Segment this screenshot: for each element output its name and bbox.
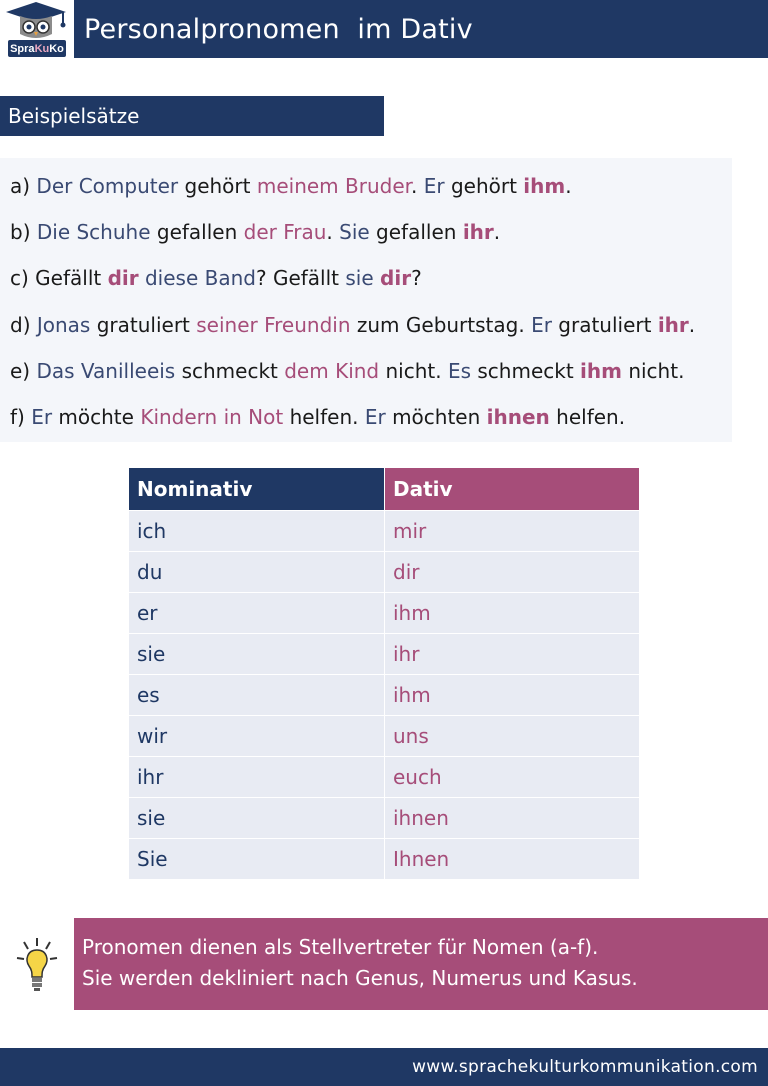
sentence-text: gefallen xyxy=(369,220,463,244)
dativ-cell: uns xyxy=(385,716,640,757)
footer-bar xyxy=(0,1048,768,1086)
sentence-text: . xyxy=(326,220,340,244)
sentence-text: e) xyxy=(10,359,37,383)
subject-phrase: Es xyxy=(447,359,472,383)
table-row xyxy=(129,593,640,634)
example-sentence-f xyxy=(10,405,625,429)
pronoun-dativ: ihnen xyxy=(486,405,550,429)
logo-text-ku: Ku xyxy=(34,42,50,55)
dative-object: meinem Bruder xyxy=(256,174,412,198)
pronoun-dativ: ihr xyxy=(657,313,689,337)
subject-phrase: Er xyxy=(31,405,53,429)
nominativ-cell: wir xyxy=(129,716,385,757)
sprakuko-logo xyxy=(0,0,72,60)
subject-phrase: Die Schuhe xyxy=(36,220,151,244)
sentence-text: helfen. xyxy=(549,405,626,429)
example-sentence-e xyxy=(10,359,684,383)
info-line-2: Sie werden dekliniert nach Genus, Numerus und Kasus. xyxy=(82,966,638,990)
subject-phrase: Jonas xyxy=(36,313,91,337)
info-box xyxy=(74,918,768,1010)
nominativ-cell: Sie xyxy=(129,839,385,880)
example-sentence-c xyxy=(10,266,422,290)
header-dativ: Dativ xyxy=(385,468,640,511)
nominativ-cell: ich xyxy=(129,511,385,552)
sentence-text: a) xyxy=(10,174,37,198)
logo-badge xyxy=(8,40,66,57)
dativ-cell: ihr xyxy=(385,634,640,675)
dativ-cell: mir xyxy=(385,511,640,552)
sentence-text: helfen. xyxy=(283,405,365,429)
example-sentence-b xyxy=(10,220,500,244)
sentence-text: schmeckt xyxy=(175,359,285,383)
logo-text-spra: Spra xyxy=(10,42,35,55)
table-row xyxy=(129,757,640,798)
sentence-text: . xyxy=(493,220,501,244)
dative-object: der Frau xyxy=(243,220,327,244)
section-label: Beispielsätze xyxy=(8,104,140,128)
nominativ-cell: sie xyxy=(129,798,385,839)
dativ-cell: ihnen xyxy=(385,798,640,839)
sentence-text: schmeckt xyxy=(471,359,581,383)
lightbulb-icon xyxy=(14,936,60,994)
table-row xyxy=(129,634,640,675)
logo-text-ko: Ko xyxy=(49,42,64,55)
table-row xyxy=(129,798,640,839)
sentence-text: zum Geburtstag. xyxy=(350,313,532,337)
info-line-1: Pronomen dienen als Stellvertreter für Nomen (a-f). xyxy=(82,935,599,959)
pronoun-dativ: ihr xyxy=(462,220,494,244)
example-sentences xyxy=(0,158,732,442)
sentence-text: nicht. xyxy=(621,359,685,383)
sentence-text: gratuliert xyxy=(90,313,197,337)
table-row xyxy=(129,675,640,716)
table-row xyxy=(129,716,640,757)
dativ-cell: Ihnen xyxy=(385,839,640,880)
sentence-text: f) xyxy=(10,405,32,429)
sentence-text: c) Gefällt xyxy=(10,266,108,290)
subject-phrase: Der Computer xyxy=(36,174,179,198)
subject-phrase: Sie xyxy=(339,220,370,244)
example-sentence-d xyxy=(10,313,695,337)
sentence-text: gratuliert xyxy=(551,313,658,337)
footer-website-link[interactable]: www.sprachekulturkommunikation.com xyxy=(412,1057,758,1077)
sentence-text: . xyxy=(411,174,424,198)
dative-object: dem Kind xyxy=(284,359,380,383)
sentence-text: gefallen xyxy=(150,220,244,244)
pronoun-dativ: ihm xyxy=(523,174,566,198)
subject-phrase: Er xyxy=(364,405,386,429)
owl-graduation-icon xyxy=(0,0,72,44)
subject-phrase: Er xyxy=(531,313,552,337)
page-title: Personalpronomen im Dativ xyxy=(84,13,473,45)
example-sentence-a xyxy=(10,174,572,198)
nominativ-cell: du xyxy=(129,552,385,593)
sentence-text: ? Gefällt xyxy=(255,266,346,290)
table-row xyxy=(129,552,640,593)
subject-phrase: diese Band xyxy=(144,266,256,290)
nominativ-cell: ihr xyxy=(129,757,385,798)
sentence-text: nicht. xyxy=(379,359,448,383)
sentence-text: möchte xyxy=(52,405,141,429)
table-header-row xyxy=(129,468,640,511)
sentence-text: gehört xyxy=(178,174,257,198)
pronoun-dativ: dir xyxy=(107,266,139,290)
subject-phrase: Er xyxy=(423,174,445,198)
pronoun-dativ: ihm xyxy=(580,359,622,383)
sentence-text: . xyxy=(688,313,696,337)
nominativ-cell: er xyxy=(129,593,385,634)
nominativ-cell: sie xyxy=(129,634,385,675)
sentence-text: gehört xyxy=(444,174,524,198)
subject-phrase: Das Vanilleeis xyxy=(36,359,176,383)
dativ-cell: euch xyxy=(385,757,640,798)
sentence-text: d) xyxy=(10,313,37,337)
dative-object: seiner Freundin xyxy=(196,313,351,337)
sentence-text: ? xyxy=(411,266,422,290)
table-row xyxy=(129,511,640,552)
pronoun-table xyxy=(128,467,640,880)
header-nominativ: Nominativ xyxy=(129,468,385,511)
section-header xyxy=(0,96,384,136)
pronoun-dativ: dir xyxy=(380,266,412,290)
table-row xyxy=(129,839,640,880)
dativ-cell: dir xyxy=(385,552,640,593)
header-bar xyxy=(74,0,768,58)
sentence-text: . xyxy=(565,174,572,198)
dative-object: Kindern in Not xyxy=(140,405,284,429)
sentence-text: möchten xyxy=(385,405,487,429)
dativ-cell: ihm xyxy=(385,593,640,634)
subject-phrase: sie xyxy=(345,266,374,290)
sentence-text: b) xyxy=(10,220,37,244)
dativ-cell: ihm xyxy=(385,675,640,716)
nominativ-cell: es xyxy=(129,675,385,716)
